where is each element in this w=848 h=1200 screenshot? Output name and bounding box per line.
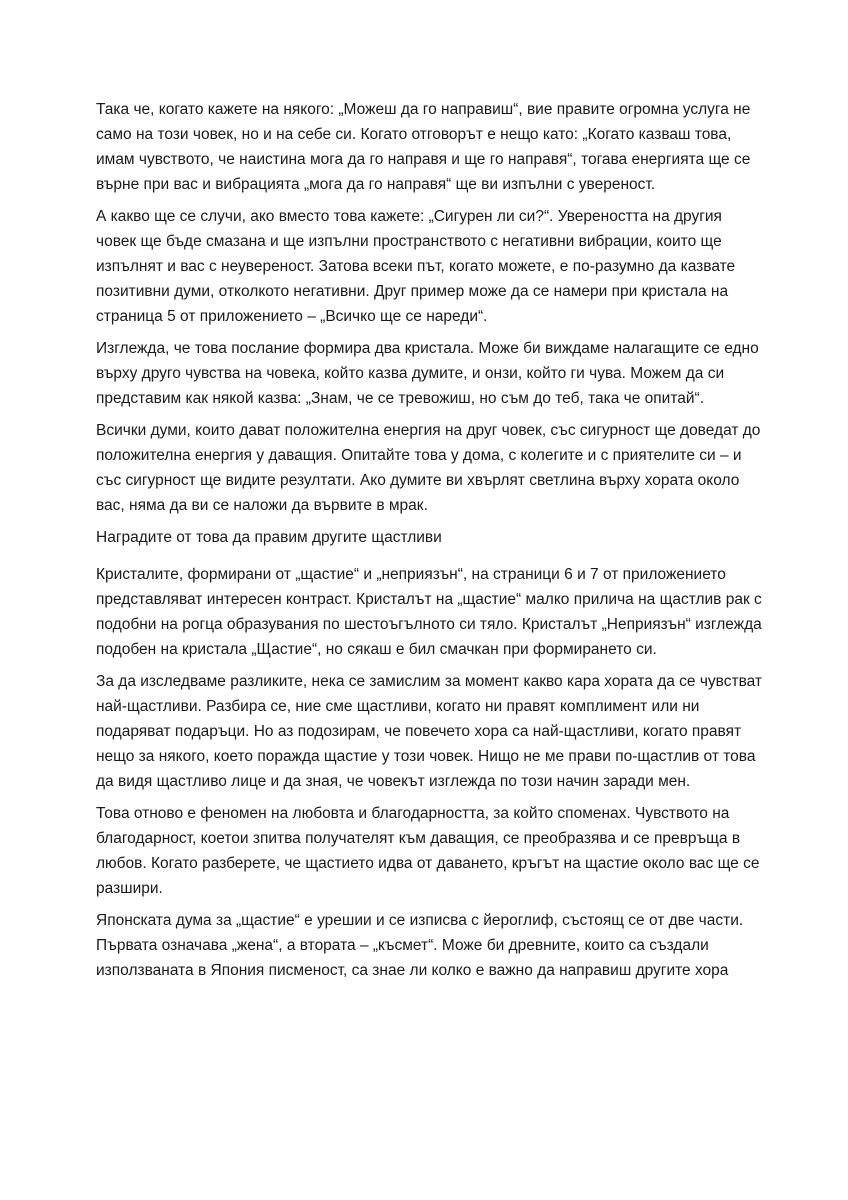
- section-heading: Наградите от това да правим другите щастливи: [96, 529, 442, 546]
- paragraph: Изглежда, че това послание формира два кристала. Може би виждаме налагащите се едно върху друго чувства на човека, който казва думите, и онзи, който ги чува. Можем да си представим как някой казва: „Знам, че се тревожиш, но съм до теб, така че опитай“.: [96, 340, 759, 407]
- paragraph: Така че, когато кажете на някого: „Можеш да го направиш“, вие правите огромна услуга не само на този човек, но и на себе си. Когато отговорът е нещо като: „Когато казваш това, имам чувството, че наистина мога да го направя и ще го направя“, тогава енергията ще се върне при вас и вибрацията „мога да го направя“ ще ви изпълни с увереност.: [96, 101, 751, 193]
- paragraph: Това отново е феномен на любовта и благодарността, за който споменах. Чувството на благодарност, коетои зпитва получателят към даващия, се преобразява и се превръща в любов. Когато разберете, че щастието идва от даването, кръгът на щастие около вас ще се разшири.: [96, 805, 760, 897]
- paragraph: А какво ще се случи, ако вместо това кажете: „Сигурен ли си?“. Увереността на другия човек ще бъде смазана и ще изпълни пространството с негативни вибрации, които ще изпълнят и вас с неувереност. Затова всеки път, когато можете, е по-разумно да казвате позитивни думи, отколкото негативни. Друг пример може да се намери при кристала на страница 5 от приложението – „Всичко ще се нареди“.: [96, 208, 736, 325]
- paragraph: Японската дума за „щастие“ е урешии и се изписва с йероглиф, състоящ се от две части. Първата означава „жена“, а втората – „късмет“. Може би древните, които са създали използваната в Япония писменост, са знае ли колко е важно да направиш другите хора: [96, 912, 744, 979]
- paragraph: Всички думи, които дават положителна енергия на друг човек, със сигурност ще доведат до положителна енергия у даващия. Опитайте това у дома, с колегите и с приятелите си – и със сигурност ще видите резултати. Ако думите ви хвърлят светлина върху хората около вас, няма да ви се наложи да вървите в мрак.: [96, 422, 761, 514]
- paragraph: За да изследваме разликите, нека се замислим за момент какво кара хората да се чувстват най-щастливи. Разбира се, ние сме щастливи, когато ни правят комплимент или ни подаряват подаръци. Но аз подозирам, че повечето хора са най-щастливи, когато правят нещо за някого, което поражда щастие у този човек. Нищо не ме прави по-щастлив от това да видя щастливо лице и да зная, че човекът изглежда по този начин заради мен.: [96, 673, 763, 790]
- paragraph: Кристалите, формирани от „щастие“ и „неприязън“, на страници 6 и 7 от приложението представляват интересен контраст. Кристалът на „щастие“ малко прилича на щастлив рак с подобни на рогца образувания по шестоъгълното си тяло. Кристалът „Неприязън“ изглежда подобен на кристала „Щастие“, но сякаш е бил смачкан при формирането си.: [96, 566, 762, 658]
